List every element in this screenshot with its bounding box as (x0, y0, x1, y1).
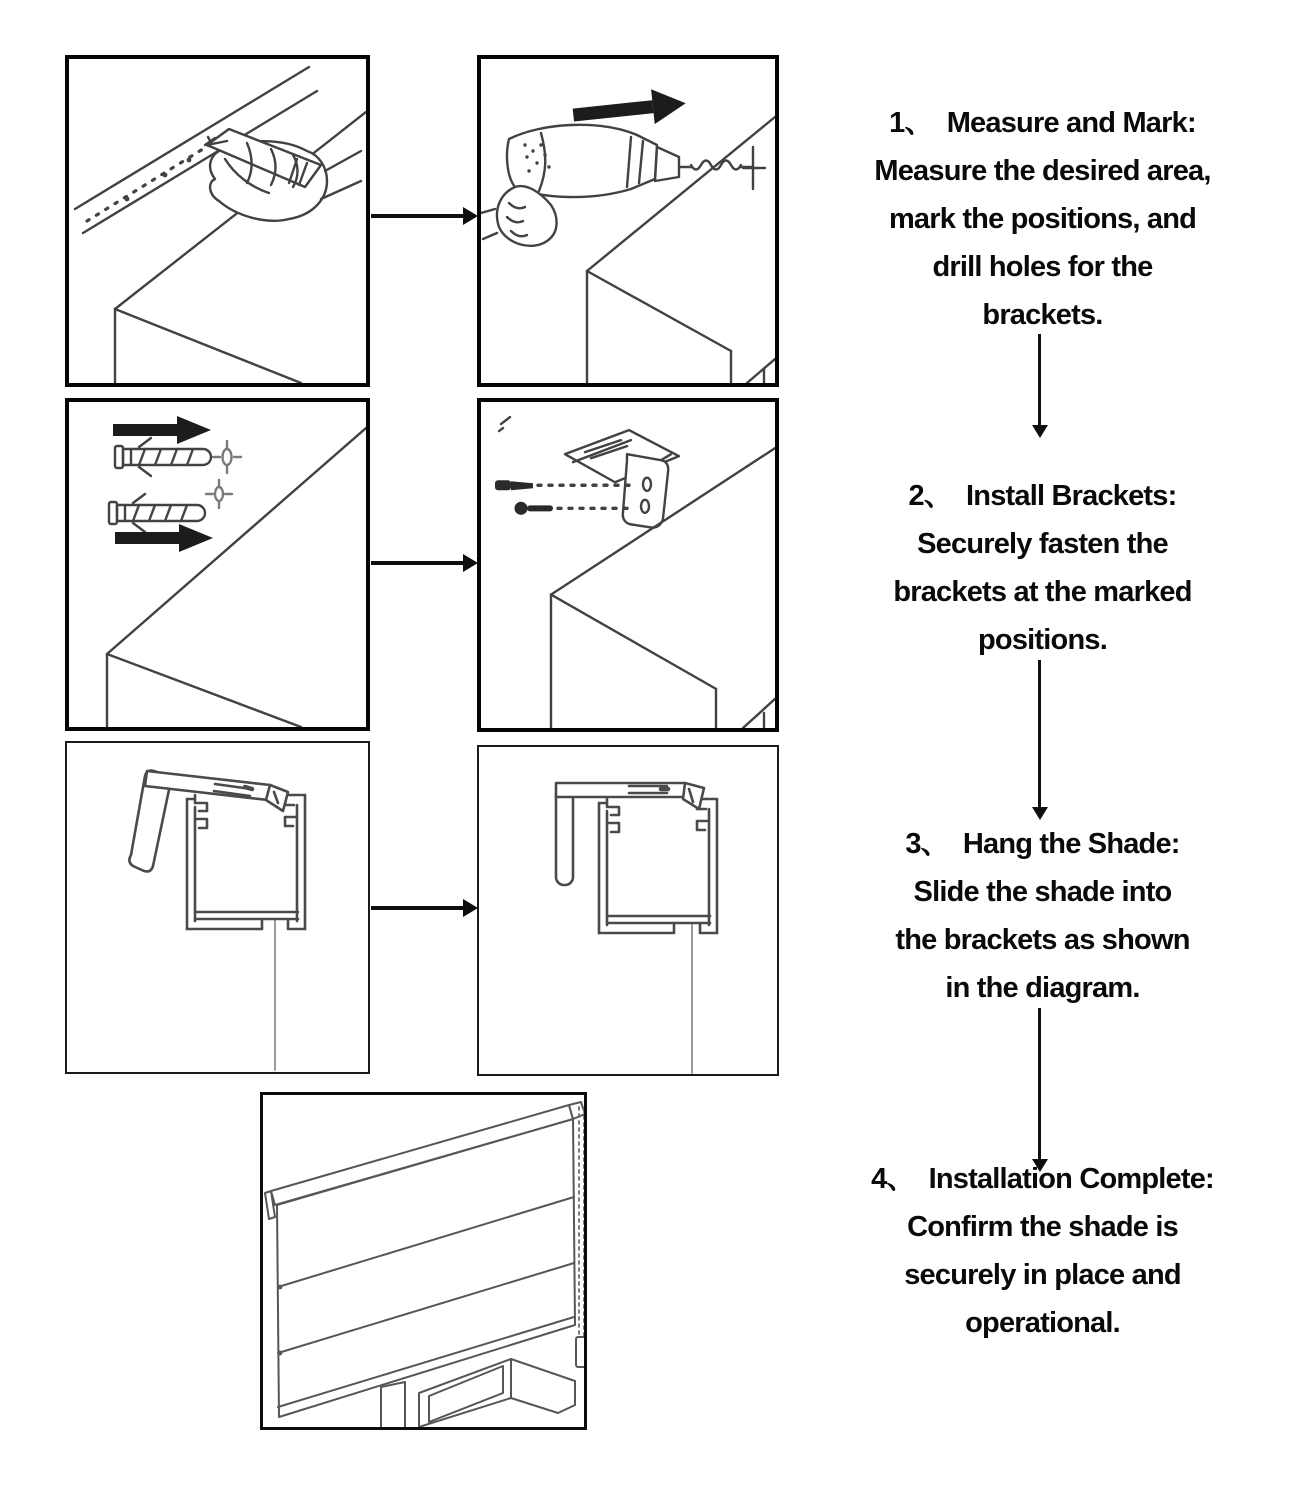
drill-hole-mark-1 (213, 441, 241, 473)
step-1-line: drill holes for the (932, 251, 1153, 283)
wall-anchors-illustration (69, 402, 366, 727)
step-3-line: Slide the shade into (913, 876, 1172, 908)
panel-shade-seated (477, 745, 779, 1076)
flow-arrow-step3-to-step4 (1038, 1008, 1041, 1160)
step-3-heading (845, 820, 1240, 868)
step-3-line: the brackets as shown (895, 924, 1190, 956)
step-1-line: Measure the desired area, (874, 155, 1211, 187)
bracket (565, 430, 679, 527)
direction-arrow-top (113, 416, 211, 444)
step-4-number: 4、 (871, 1163, 915, 1195)
drill-holes-illustration (481, 59, 775, 383)
panel-hang-shade-tilted (65, 741, 370, 1074)
panel-measure-and-mark (65, 55, 370, 387)
bracket-tilted (129, 771, 288, 872)
screw-2 (515, 502, 634, 515)
slide-shade-into-bracket-illustration (67, 743, 368, 1072)
step-2-line: brackets at the marked (893, 576, 1192, 608)
bracket-seated (556, 783, 704, 885)
step-3-line: in the diagram. (945, 972, 1140, 1004)
screw-1 (495, 480, 631, 490)
wall-anchor-1 (115, 438, 211, 476)
pull-chain (576, 1107, 584, 1367)
step-2-heading (845, 472, 1240, 520)
step-1-line: mark the positions, and (888, 203, 1197, 235)
flow-arrow-step2-to-step3 (1038, 660, 1041, 808)
step-2 (845, 472, 1240, 664)
measure-and-mark-illustration (69, 59, 366, 383)
step-1-heading (845, 99, 1240, 147)
tick-mark (499, 417, 510, 431)
drill-hole-mark-2 (206, 480, 232, 508)
step-1-line: brackets. (982, 299, 1103, 331)
flow-arrow-step1-to-step2 (1038, 334, 1041, 426)
step-4 (845, 1155, 1240, 1347)
flow-arrow-panel3-to-panel4 (371, 561, 463, 565)
shade-fabric-panel (277, 1119, 575, 1417)
bracket-and-screws-illustration (481, 402, 775, 728)
wall-anchor-2 (109, 494, 205, 532)
panel-drill-holes (477, 55, 779, 387)
panel-installation-complete (260, 1092, 587, 1430)
panel-wall-anchors (65, 398, 370, 731)
flow-arrow-panel1-to-panel2 (371, 214, 463, 218)
headrail-cross-section (599, 799, 717, 933)
step-4-line: securely in place and (904, 1259, 1181, 1291)
step-1-number: 1、 (889, 107, 933, 139)
step-2-line: Securely fasten the (917, 528, 1168, 560)
direction-arrow-bottom (115, 524, 213, 552)
step-2-title: Install Brackets: (966, 480, 1177, 512)
headrail-cross-section (187, 795, 305, 929)
installed-shade-illustration (263, 1095, 584, 1427)
step-1-title: Measure and Mark: (946, 107, 1196, 139)
step-3 (845, 820, 1240, 1012)
step-3-number: 3、 (905, 828, 949, 860)
shade-seated-in-bracket-illustration (479, 747, 777, 1074)
flow-arrow-panel5-to-panel6 (371, 906, 463, 910)
step-4-title: Installation Complete: (928, 1163, 1214, 1195)
panel-install-bracket (477, 398, 779, 732)
drill (507, 125, 765, 197)
step-2-line: positions. (978, 624, 1107, 656)
step-2-number: 2、 (908, 480, 953, 512)
step-3-title: Hang the Shade: (962, 828, 1180, 860)
steps-column (845, 0, 1240, 1500)
step-4-line: Confirm the shade is (907, 1211, 1178, 1243)
step-1 (845, 99, 1240, 339)
step-4-line: operational. (965, 1307, 1120, 1339)
